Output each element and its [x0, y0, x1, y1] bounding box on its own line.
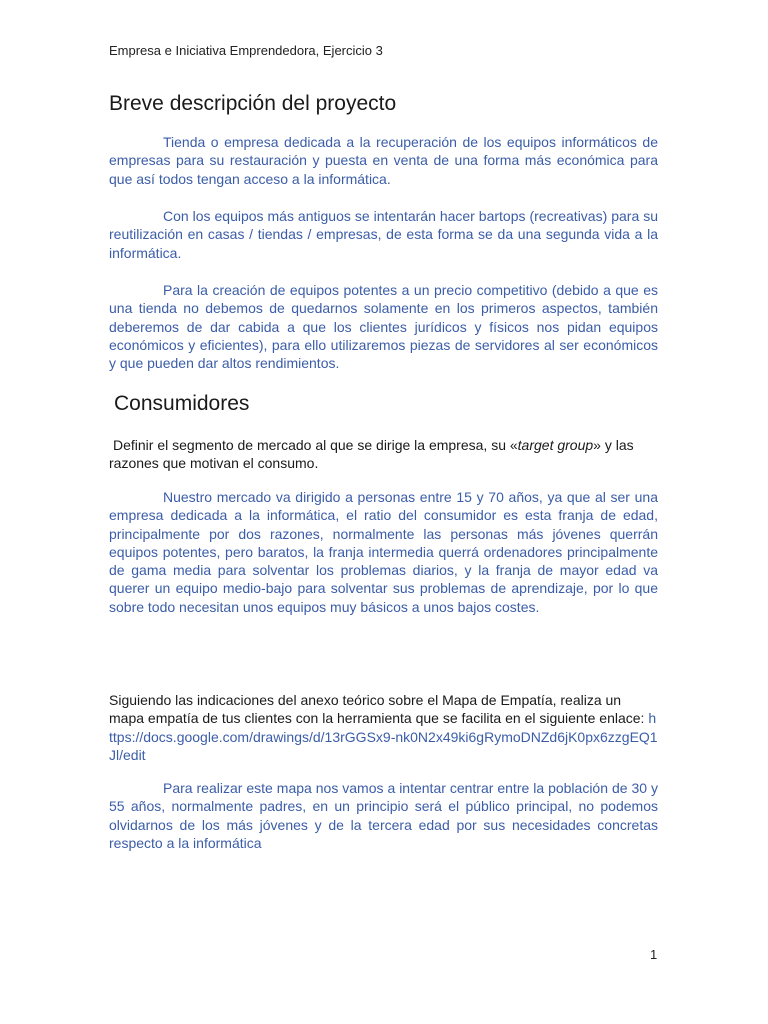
- page-number: 1: [650, 947, 658, 962]
- empathy-map-instruction-text: Siguiendo las indicaciones del anexo teórico sobre el Mapa de Empatía, realiza un mapa empatía de tus clientes con la herramienta que se facilita en el siguiente enlace:: [109, 692, 649, 727]
- description-paragraph-3: Para la creación de equipos potentes a un precio competitivo (debido a que es una tienda no debemos de quedarnos solamente en los primeros aspectos, también deberemos de dar cabida a que los clientes jurídicos y físicos nos pidan equipos económicos y eficientes), para ello utilizaremos piezas de servidores al ser económicos y que pueden dar altos rendimientos.: [109, 282, 658, 372]
- consumers-prompt-italic: target group: [517, 437, 594, 453]
- consumers-prompt-after: » y las razones que motivan el consumo.: [109, 437, 634, 472]
- section-title-consumers: Consumidores: [114, 392, 250, 415]
- consumers-prompt: [109, 436, 658, 473]
- consumers-answer: Nuestro mercado va dirigido a personas entre 15 y 70 años, ya que al ser una empresa dedicada a la informática, el ratio del consumidor es esta franja de edad, principalmente por dos razones, normalmente las personas más jóvenes querrán equipos potentes, pero baratos, la franja intermedia querrá ordenadores principalmente de gama media para solventar los problemas diarios, y la franja de mayor edad va querer un equipo medio-bajo para solventar sus problemas de aprendizaje, por lo que sobre todo necesitan unos equipos muy básicos a unos bajos costes.: [109, 489, 658, 615]
- empathy-map-answer: Para realizar este mapa nos vamos a intentar centrar entre la población de 30 y 55 años, normalmente padres, en un principio será el público principal, no podemos olvidarnos de los más jóvenes y de la tercera edad por sus necesidades concretas respecto a la informática: [109, 780, 658, 851]
- running-header: Empresa e Iniciativa Emprendedora, Ejercicio 3: [109, 43, 383, 58]
- empathy-map-link[interactable]: https://docs.google.com/drawings/d/13rGGSx9-nk0N2x49ki6gRymoDNZd6jK0px6zzgEQ1Jl/edit: [109, 710, 658, 763]
- section-title-description: Breve descripción del proyecto: [109, 92, 397, 115]
- description-paragraph-1: Tienda o empresa dedicada a la recuperación de los equipos informáticos de empresas para su restauración y puesta en venta de una forma más económica para que así todos tengan acceso a la informática.: [109, 134, 658, 187]
- consumers-prompt-before: Definir el segmento de mercado al que se dirige la empresa, su «: [113, 437, 518, 453]
- description-paragraph-2: Con los equipos más antiguos se intentarán hacer bartops (recreativas) para su reutilización en casas / tiendas / empresas, de esta forma se da una segunda vida a la informática.: [109, 208, 658, 261]
- empathy-map-instruction: [109, 691, 658, 764]
